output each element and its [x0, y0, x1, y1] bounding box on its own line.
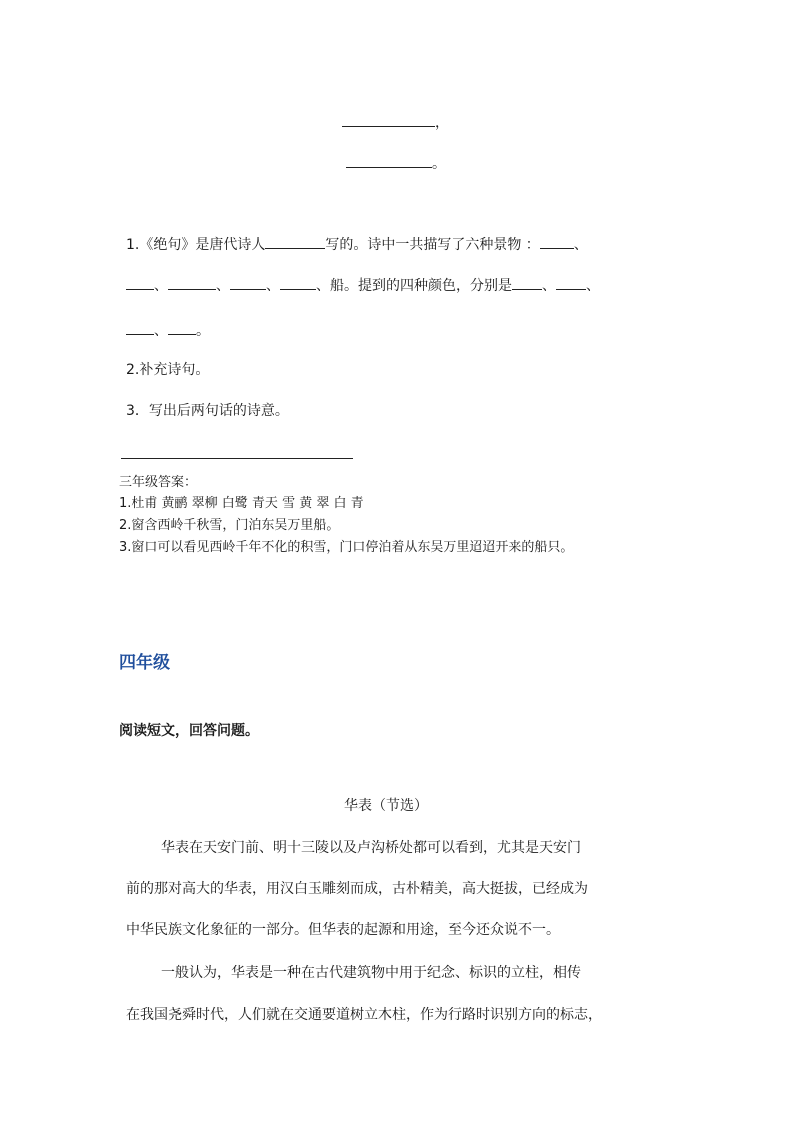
answers-title: 三年级答案：	[119, 475, 198, 490]
passage-line-1: 华表在天安门前、明十三陵以及卢沟桥处都可以看到，尤其是天安门	[161, 840, 581, 856]
passage-line-2: 前的那对高大的华表，用汉白玉雕刻而成，古朴精美，高大挺拔，已经成为	[126, 881, 588, 897]
answer-3: 3.窗口可以看见西岭千年不化的积雪，门口停泊着从东吴万里迢迢开来的船只。	[119, 540, 574, 555]
question-1-line-2: 、 、 、 、船。提到的四种颜色，分别是 、 、	[126, 275, 600, 295]
fill-line-1: ，	[342, 112, 449, 132]
blank	[540, 234, 574, 249]
blank	[342, 112, 435, 127]
passage-line-5: 在我国尧舜时代，人们就在交通要道树立木柱，作为行路时识别方向的标志，	[126, 1007, 602, 1023]
answer-line	[121, 458, 353, 459]
answer-1: 1.杜甫 黄鹂 翠柳 白鹭 青天 雪 黄 翠 白 青	[119, 496, 364, 511]
blank	[280, 275, 316, 290]
fill-line-2: 。	[346, 153, 446, 173]
passage-title: 华表（节选）	[344, 798, 428, 814]
blank	[126, 320, 154, 335]
blank	[512, 275, 542, 290]
blank	[168, 275, 216, 290]
question-3: 3．写出后两句话的诗意。	[126, 403, 289, 419]
question-1-line-1: 1.《绝句》是唐代诗人 写的。诗中一共描写了六种景物 ： 、	[126, 234, 588, 254]
passage-line-4: 一般认为，华表是一种在古代建筑物中用于纪念、标识的立柱，相传	[161, 965, 581, 981]
blank	[346, 153, 432, 168]
blank	[126, 275, 154, 290]
blank	[556, 275, 586, 290]
blank	[168, 320, 196, 335]
question-2: 2.补充诗句。	[126, 362, 210, 378]
grade4-title: 四年级	[119, 653, 170, 673]
blank	[230, 275, 266, 290]
answer-2: 2.窗含西岭千秋雪，门泊东吴万里船。	[119, 518, 340, 533]
grade4-instruction: 阅读短文，回答问题。	[119, 723, 259, 739]
question-1-line-3: 、 。	[126, 320, 210, 340]
blank	[265, 234, 325, 249]
passage-line-3: 中华民族文化象征的一部分。但华表的起源和用途，至今还众说不一。	[126, 922, 560, 938]
